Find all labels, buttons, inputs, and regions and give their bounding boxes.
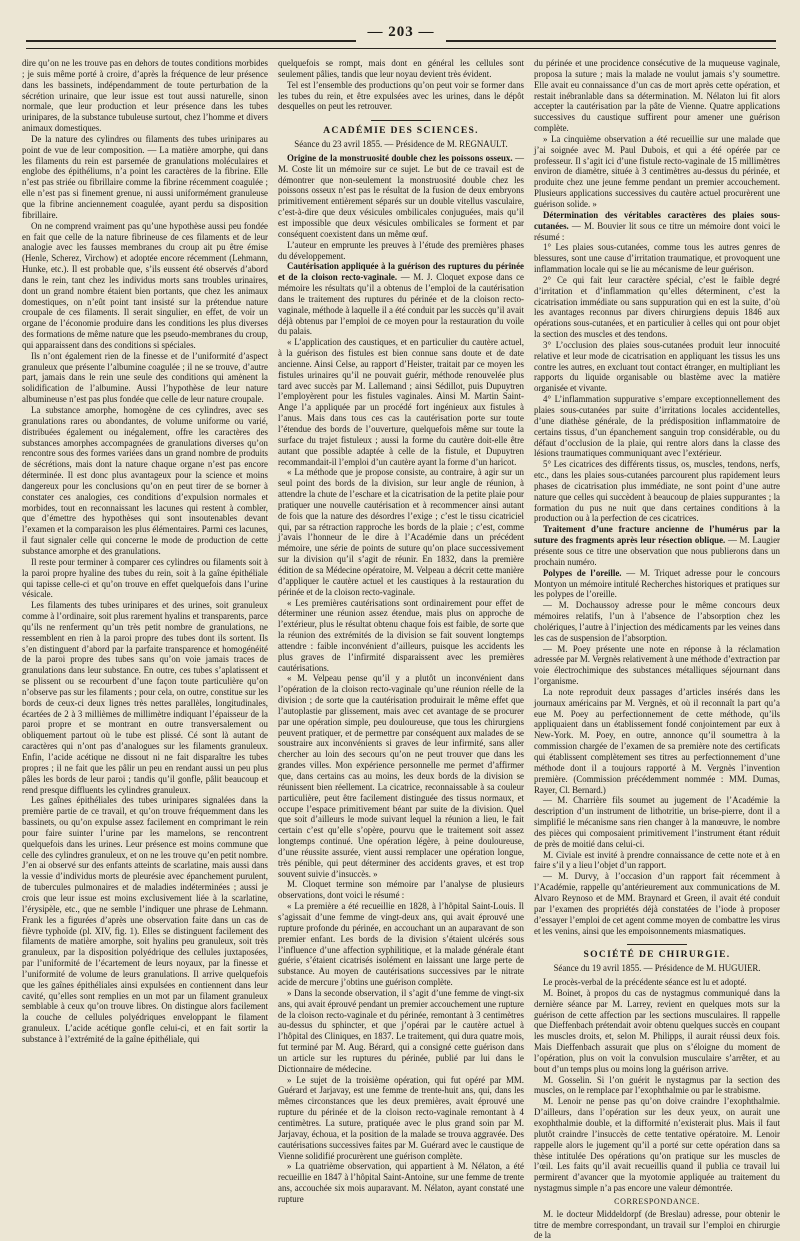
paragraph-text: M. Civiale est invité à prendre connaissance de cette note et à en faire s’il y a lieu l’objet d’un rapport.	[534, 849, 780, 871]
paragraph-text: M. Boinet, à propos du cas de nystagmus communiqué dans la dernière séance par M. Larrey, revient en quelques mots sur la guérison de cette affection par les sections musculaires. Il rappelle que Dieffenbach prétendait avoir obtenu quelques succès en coupant les muscles droits, et, selon M. Philipps, il aurait réussi deux fois. Mais Dieffenbach assurait que plus on s’éloigne du moment de l’opération, plus on voit la convulsion musculaire s’arrêter, et au bout d’un temps plus ou moins long la guérison arrive.	[534, 987, 780, 1074]
article-paragraph	[534, 871, 780, 936]
paragraph-text: Il reste pour terminer à comparer ces cylindres ou filaments soit à la paroi propre hyaline des tubes du rein, soit à la gaîne épithéliale qui tapisse celle-ci et qu’on trouve en effet quelquefois dans l’urine vésicale.	[22, 556, 268, 600]
paragraph-text: » Dans la seconde observation, il s’agit d’une femme de vingt-six ans, qui avait éprouvé pendant un premier accouchement une rupture de la cloison recto-vaginale et du périnée, remontant à 3 centimètres au-dessus du sphincter, et que j’opérai par le cautère actuel à l’hôpital des Cliniques, en 1837. Le traitement, qui dura quatre mois, fut terminé par M. Aug. Bérard, qui a consigné cette guérison dans un article sur les ruptures du périnée, publié par lui dans le Dictionnaire de médecine.	[278, 987, 524, 1074]
paragraph-text: Les gaînes épithéliales des tubes urinipares signalées dans la première partie de ce travail, et qu’on trouve fréquemment dans les bassinets, ou qu’on expulse assez facilement en comprimant le rein pour faire suinter l’urine par les mamelons, se rencontrent quelquefois dans les urines. Leur présence est moins commune que celle des cylindres granuleux, et on ne les trouve qu’en petit nombre. J’en ai observé sur des enfants atteints de scarlatine, mais aussi dans la vessie d’individus morts de pleurésie avec épanchement purulent, de tubercules pulmonaires et de maladies indéterminées ; aussi je crois que leur issue est moins exclusivement liée à la scarlatine, l’érysipèle, etc., que ne semble l’indiquer une phrase de Lehmann. Frank les a figurées d’après une observation faite dans un cas de fièvre typhoïde (pl. XIV, fig. 1). Elles se distinguent facilement des filaments de matière amorphe, soit hyalins peu granuleux, soit très granuleux, par la disposition polyédrique des cellules juxtaposées, par l’uniformité de l’écartement de leurs noyaux, par la finesse et l’uniformité de volume de leurs granulations. Il arrive quelquefois que les gaînes épithéliales ainsi expulsées en contiennent dans leur cavité, qu’elles sont remplies en un mot par un filament granuleux semblable à ceux qu’on trouve libres. On distingue alors facilement la couche de cellules polyédriques enveloppant le filament granuleux. L’acide acétique gonfle celui-ci, et en fait sortir la substance à l’extrémité de la gaîne épithéliale, qui	[22, 795, 268, 1044]
column-left	[22, 58, 268, 1150]
article-paragraph	[534, 1075, 780, 1097]
section-title-academy: ACADÉMIE DES SCIENCES.	[323, 125, 479, 137]
paragraph-text: Ils n’ont également rien de la finesse et de l’uniformité d’aspect granuleux que présente l’albumine coagulée ; il ne se trouve, d’autre part, jamais dans le rein une seule des conditions qui amènent la solidification de l’albumine. Aussi l’hypothèse de leur nature albumineuse n’est pas plus fondée que celle de leur nature croupale.	[22, 350, 268, 405]
article-paragraph	[278, 261, 524, 337]
section-divider	[371, 120, 431, 121]
article-paragraph	[22, 600, 268, 795]
article-paragraph	[22, 351, 268, 405]
paragraph-text: — M. Laugier présente sous ce titre une observation que nous publierons dans un prochain numéro.	[534, 535, 780, 567]
paragraph-text: M. Lenoir ne pense pas qu’on doive craindre l’exophthalmie. D’ailleurs, dans l’opération sur les deux yeux, on aurait une exophthalmie double, et la difformité n’existerait plus. Mais il faut plutôt craindre l’insuccès de cette tentative opératoire. M. Lenoir rappelle alors le jugement qu’il a porté sur cette opération dans sa thèse intitulée Des opérations qu’on pratique sur les muscles de l’œil. Les faits qu’il avait recueillis quand il publia ce travail lui permirent d’avancer que la myotomie appliquée au traitement du nystagmus simple n’a pas encore une valeur démontrée.	[534, 1096, 780, 1194]
paragraph-text: « M. Velpeau pense qu’il y a plutôt un inconvénient dans l’opération de la cloison recto-vaginale qu’une réunion réelle de la division ; de sorte que la cautérisation produirait le même effet que l’autoplastie par glissement, mais avec cet avantage de se procurer par une opération simple, peu douloureuse, que tous les chirurgiens peuvent pratiquer, et de permettre par conséquent aux malades de se soustraire aux inconvénients si graves de leur infirmité, sans aller chercher au loin des secours qu’on ne peut trouver que dans les grandes villes. Mon expérience personnelle me permet d’affirmer que, dans certains cas au moins, les deux bords de la division se réunissent bien réellement. La cicatrice, reconnaissable à sa couleur particulière, peut être facilement distinguée des tissus normaux, et occupe l’espace primitivement béant par suite de la division. Quel que soit d’ailleurs le mode suivant lequel la réunion a lieu, le fait certain c’est qu’elle s’opère, pourvu que le traitement soit assez longtemps continué. Une opération légère, à peine douloureuse, d’une réussite assurée, vient aussi remplacer une opération longue, très pénible, qui peut déterminer des accidents graves, et est trop souvent suivie d’insuccès. »	[278, 673, 524, 879]
paragraph-text: De la nature des cylindres ou filaments des tubes urinipares au point de vue de leur composition. — La matière amorphe, qui dans les filaments du rein est parsemée de granulations moléculaires et englobe des épithéliums, n’a point les caractères de la fibrine. Elle n’est pas striée ou fibrillaire comme la fibrine récemment coagulée ; elle n’est pas si finement grenue, ni aussi uniformément granuleuse que la fibrine anciennement coagulée, ayant perdu sa disposition fibrillaire.	[22, 133, 268, 220]
article-paragraph	[534, 242, 780, 275]
session-line: Séance du 23 avril 1855. — Présidence de M. REGNAULT.	[294, 139, 508, 150]
paragraph-text: 4° L’inflammation suppurative s’empare exceptionnellement des plaies sous-cutanées par suite d’irritations locales accidentelles, d’une diathèse générale, de la prédisposition inflammatoire de certains tissus, d’un épanchement sanguin trop considérable, ou du défaut d’occlusion de la plaie, qui rentre alors dans la classe des lésions traumatiques communiquant avec l’extérieur.	[534, 394, 780, 459]
paragraph-text: — M. Durvy, à l’occasion d’un rapport fait récemment à l’Académie, rappelle qu’antérieurement aux communications de M. Alvaro Reynoso et de MM. Braynard et Green, il avait été conduit par l’examen des propriétés déjà constatées de l’iode à proposer d’essayer l’emploi de cet agent comme moyen de combattre les virus et les venins, ainsi que les empoisonnements miasmatiques.	[534, 871, 780, 936]
paragraph-text: Le procès-verbal de la précédente séance est lu et adopté.	[543, 977, 747, 988]
article-paragraph	[278, 467, 524, 597]
article-paragraph	[534, 850, 780, 872]
article-paragraph	[22, 134, 268, 221]
paragraph-text: quelquefois se rompt, mais dont en général les cellules sont seulement pâlies, tandis que leur noyau devient très évident.	[278, 58, 524, 79]
article-paragraph	[278, 988, 524, 1075]
paragraph-text: du périnée et une procidence consécutive de la muqueuse vaginale, proposa la suture ; mais la malade ne voulut jamais s’y soumettre. Elle avait eu connaissance d’un cas de mort après cette opération, et restait inébranlable dans sa détermination. M. Nélaton lui fit alors accepter la cautérisation par la pâte de Vienne. Quatre applications successives du caustique suffirent pour amener une guérison complète.	[534, 58, 780, 134]
paragraph-text: 1° Les plaies sous-cutanées, comme tous les autres genres de blessures, sont une cause d’irritation traumatique, et provoquent une inflammation locale qui se lie au mécanisme de leur guérison.	[534, 242, 780, 275]
paragraph-text: dire qu’on ne les trouve pas en dehors de toutes conditions morbides ; je suis même porté à croire, d’après la fréquence de leur présence dans les bassinets, indépendamment de toute perturbation de la sécrétion urinaire, que leur issue est tout aussi naturelle, sinon normale, que leur production et leur présence dans les tubes urinipares, de la substance tubuleuse surtout, chez l’homme et divers animaux domestiques.	[22, 58, 268, 134]
article-paragraph	[534, 795, 780, 849]
article-paragraph	[534, 644, 780, 687]
paragraph-text: » La quatrième observation, qui appartient à M. Nélaton, a été recueillie en 1847 à l’hôpital Saint-Antoine, sur une femme de trente ans, accouchée six mois auparavant. M. Nélaton, ayant constaté une rupture	[278, 1161, 524, 1204]
paragraph-text: 3° L’occlusion des plaies sous-cutanées produit leur innocuité relative et leur mode de cicatrisation en appliquant les tissus les uns contre les autres, en excluant tout contact étranger, en multipliant les rapports du liquide organisable ou blastème avec la matière organisée et vivante.	[534, 339, 780, 394]
article-paragraph	[278, 598, 524, 674]
column-middle	[278, 58, 525, 1204]
paragraph-text: Tel est l’ensemble des productions qu’on peut voir se former dans les tubes du rein, et être expulsées avec les urines, dans le dépôt desquelles on peut les retrouver.	[278, 79, 524, 112]
article-paragraph	[534, 988, 780, 1075]
article-paragraph	[534, 977, 780, 988]
article-paragraph	[534, 210, 780, 243]
paragraph-heading: Détermination des véritables caractères des plaies sous-cutanées.	[534, 209, 780, 231]
article-paragraph	[534, 134, 780, 210]
paragraph-text: « L’application des caustiques, et en particulier du cautère actuel, à la guérison des fistules est bien connue sans doute et de date ancienne. Ainsi Celse, au rapport d’Heister, traitait par ce moyen les fistules urinaires qu’il ne pouvait guérir, méthode renouvelée plus tard avec succès par M. Lallemand ; ainsi Sédillot, puis Dupuytren l’employèrent pour les fistules vaginales. Ainsi M. Martin Saint-Ange l’a appliquée par un procédé fort ingénieux aux fistules à l’anus. Mais dans tous ces cas la cautérisation porte sur toute l’étendue des bords de l’ouverture, quelquefois même sur toute la surface du trajet fistuleux ; aussi la forme du cautère doit-elle être autant que possible adaptée à celle de la fistule, et Dupuytren recommandait-il l’emploi d’un cautère ayant la forme d’un haricot.	[278, 337, 524, 467]
article-paragraph	[278, 153, 524, 240]
article-paragraph	[278, 337, 524, 467]
paragraph-text: « La première a été recueillie en 1828, à l’hôpital Saint-Louis. Il s’agissait d’une femme de vingt-deux ans, qui avait éprouvé une rupture profonde du périnée, en accouchant un an auparavant de son premier enfant. Les bords de la division s’étaient ulcérés sous l’influence d’une affection syphilitique, et la malade générale étant guérie, s’étaient cicatrisés isolément en laissant une large perte de substance. Au moyen de cautérisations successives par le nitrate acide de mercure j’obtins une guérison complète.	[278, 901, 524, 988]
article-paragraph	[534, 394, 780, 459]
article-paragraph	[278, 240, 524, 262]
paragraph-text: — M. Bouvier lit sous ce titre un mémoire dont voici le résumé :	[534, 220, 780, 242]
article-paragraph	[534, 459, 780, 524]
article-paragraph	[534, 600, 780, 643]
article-paragraph	[22, 557, 268, 600]
paragraph-text: 5° Les cicatrices des différents tissus, os, muscles, tendons, nerfs, etc., dans les plaies sous-cutanées parcourent plus rapidement leurs phases de cicatrisation plus immédiate, ne sont point d’une autre nature que celles qui succèdent à beaucoup de plaies suppurantes ; la formation du pus ne nuit que dans certaines conditions à la production ou à la perfection de ces cicatrices.	[534, 459, 780, 524]
article-paragraph	[22, 405, 268, 557]
paragraph-text: — M. Triquet adresse pour le concours Montyon un mémoire intitulé Recherches historiques et pratiques sur les polypes de l’oreille.	[534, 567, 780, 600]
page-header	[26, 24, 776, 52]
section-title-correspondence: CORRESPONDANCE.	[614, 1196, 700, 1206]
article-paragraph	[278, 1161, 524, 1204]
paragraph-heading: Origine de la monstruosité double chez les poissons osseux.	[287, 152, 513, 163]
paragraph-heading: Traitement d’une fracture ancienne de l’humérus par la suture des fragments après leur résection oblique.	[534, 524, 780, 546]
paragraph-heading: Polypes de l’oreille.	[543, 567, 622, 578]
paragraph-text: 2° Ce qui fait leur caractère spécial, c’est le faible degré d’irritation et d’inflammation qu’elles déterminent, c’est la cicatrisation immédiate ou sans suppuration qui en est la suite, d’où les avantages reconnus par divers chirurgiens depuis 1846 aux opérations sous-cutanées, et en particulier à celles qui ont pour objet la section des muscles et des tendons.	[534, 274, 780, 340]
article-paragraph	[278, 1075, 524, 1162]
section-title-surgery: SOCIÉTÉ DE CHIRURGIE.	[583, 949, 731, 961]
article-paragraph	[278, 58, 524, 80]
paragraph-text: — M. Dochaussoy adresse pour le même concours deux mémoires relatifs, l’un à l’absence de l’absorption chez les cholériques, l’autre à l’injection des médicaments par les veines dans les cas de suspension de l’absorption.	[534, 600, 780, 643]
paragraph-text: Les filaments des tubes urinipares et des urines, soit granuleux comme à l’ordinaire, soit plus rarement hyalins et transparents, parce qu’ils ne renferment qu’un très petit nombre de granulations, ne ressemblent en rien à la paroi propre des tubes dont ils sortent. Ils s’en distinguent d’abord par la parfaite transparence et homogénéité de la paroi propre des tubes sans qu’on voie jamais traces de granulations dans leur substance. En outre, ces tubes s’aplatissent et se plissent ou se recourbent d’une façon toute particulière qu’on n’observe pas sur les filaments ; pour cela, on outre, constitue sur les bords de ceux-ci deux lignes très nettes parallèles, longitudinales, écartées de 2 à 3 millièmes de millimètre indiquant l’épaisseur de la paroi propre et se montrant en outre transversalement ou obliquement partout où le tube est plissé. Cé sont là autant de caractères qui n’ont pas d’analogues sur les filaments granuleux. Enfin, l’acide acétique ne dissout ni ne fait disparaître les tubes propres ; il ne fait que les pâlir un peu en rendant aussi un peu plus pâles les bords de leur paroi ; tandis qu’il gonfle, pâlit beaucoup et rend presque diffluents les cylindres granuleux.	[22, 600, 268, 795]
section-divider	[627, 944, 687, 945]
paragraph-text: La note reproduit deux passages d’articles insérés dans les journaux américains par M. Vergnès, et où il reconnaît la part qu’a eue M. Poey au perfectionnement de cette méthode, qu’ils appliquaient dans un établissement fondé conjointement par eux à New-York. M. Poey, en outre, annonce qu’il soumettra à la commission chargée de l’examen de sa première note des certificats qui établissent complètement ses titres au perfectionnement d’une méthode dont il a toujours rapporté à M. Vergnès l’invention première. (Commission précédemment nommée : MM. Dumas, Rayer, Cl. Bernard.)	[534, 686, 780, 795]
paragraph-text: M. Cloquet termine son mémoire par l’analyse de plusieurs observations, dont voici le résumé :	[278, 879, 524, 901]
paragraph-text: M. le docteur Middeldorpf (de Breslau) adresse, pour obtenir le titre de membre correspondant, un travail sur l’emploi en chirurgie de la	[534, 1208, 780, 1241]
session-line: Séance du 19 avril 1855. — Présidence de M. HUGUIER.	[553, 963, 761, 974]
paragraph-text: « La méthode que je propose consiste, au contraire, à agir sur un seul point des bords de la division, sur leur angle de réunion, à attendre la chute de l’eschare et la cicatrisation de la petite plaie pour pratiquer une nouvelle cautérisation et à recommencer ainsi autant de fois que la nature des désordres l’exige ; c’est le tissu cicatriciel qui, par sa rétraction rapproche les bords de la plaie ; c’est, comme j’avais l’honneur de le dire à l’Académie dans un précédent mémoire, une série de points de suture qu’on place successivement sur la division qu’il s’agit de réunir. En 1832, dans la première édition de sa Médecine opératoire, M. Velpeau a décrit cette manière d’appliquer le cautère actuel et les caustiques à la restauration du périnée et de la cloison recto-vaginale.	[278, 467, 524, 597]
article-paragraph	[22, 221, 268, 351]
paragraph-text: — M. Poey présente une note en réponse à la réclamation adressée par M. Vergnès relativement à une méthode d’extraction par voie électrochimique des substances métalliques séjournant dans l’organisme.	[534, 643, 780, 687]
paragraph-text: » Le sujet de la troisième opération, qui fut opéré par MM. Guérard et Jarjavay, est une femme de trente-huit ans, qui, dans les mêmes circonstances que les deux premières, avait éprouvé une rupture du périnée et de la cloison recto-vaginale remontant à 4 centimètres. La suture, pratiquée avec le plus grand soin par M. Jarjavay, échoua, et la position de la malade se trouva aggravée. Des cautérisations successives faites par M. Guérard avec le caustique de Vienne solidifié procurèrent une guérison complète.	[278, 1074, 524, 1161]
article-paragraph	[534, 1096, 780, 1194]
article-paragraph	[534, 1209, 780, 1241]
paragraph-text: — M. J. Cloquet expose dans ce mémoire les résultats qu’il a obtenus de l’emploi de la cautérisation dans le traitement des ruptures du périnée et de la cloison recto-vaginale, méthode à laquelle il a été conduit par les succès qu’il avait déjà obtenus par l’emploi de ce moyen pour la restauration du voile du palais.	[278, 272, 524, 337]
article-paragraph	[534, 58, 780, 134]
paragraph-text: L’auteur en emprunte les preuves à l’étude des premières phases du développement.	[278, 239, 524, 261]
article-paragraph	[534, 687, 780, 795]
paragraph-text: « Les premières cautérisations sont ordinairement pour effet de déterminer une réunion assez étendue, mais plus on approche de l’extérieur, plus le résultat obtenu chaque fois est faible, de sorte que la réunion des extrémités de la division se fait souvent longtemps attendre : faible inconvénient d’ailleurs, puisque les accidents les plus graves de l’infirmité disparaissent avec les premières cautérisations.	[278, 597, 524, 673]
article-paragraph	[278, 879, 524, 901]
article-paragraph	[534, 524, 780, 567]
column-right	[534, 58, 780, 1241]
article-paragraph	[22, 58, 268, 134]
paragraph-heading: Cautérisation appliquée à la guérison des ruptures du périnée et de la cloison recto-vaginale.	[278, 261, 524, 283]
paragraph-text: — M. Charrière fils soumet au jugement de l’Académie la description d’un instrument de lithotritie, un brise-pierre, dont il a simplifié le mécanisme sans rien changer à la manœuvre, le nombre des pièces qui composaient primitivement l’instrument étant réduit de près de moitié dans celui-ci.	[534, 795, 780, 849]
article-paragraph	[534, 275, 780, 340]
paragraph-text: » La cinquième observation a été recueillie sur une malade que j’ai soignée avec M. Paul Dubois, et qui a été opérée par ce professeur. Il s’agit ici d’une fistule recto-vaginale de 15 millimètres environ de diamètre, située à 3 centimètres au-dessus du périnée, et produite chez une jeune femme pendant un premier accouchement. Plusieurs applications successives du cautère actuel procurèrent une guérison solide. »	[534, 133, 780, 209]
article-paragraph	[22, 795, 268, 1044]
paragraph-text: La substance amorphe, homogène de ces cylindres, avec ses granulations rares ou abondantes, de volume uniforme ou varié, distribuées également ou inégalement, offre les caractères des substances amorphes accompagnées de granulations diverses qu’on rencontre sous des formes variées dans un grand nombre de produits de sécrétions, mais dont la nature chaque organe n’est pas encore déterminée. Il est donc plus avantageux pour la science et moins dangereux pour les conclusions qu’on en peut tirer de se borner à constater ces analogies, ces conditions d’expulsion normales et morbides, tout en reconnaissant les lacunes qui restent à combler, que d’émettre des hypothèses qui sont insoutenables devant l’examen et la comparaison les plus élémentaires. Parmi ces lacunes, il faut signaler celle qui concerne le mode de production de cette substance amorphe et des granulations.	[22, 405, 268, 556]
header-rule-right	[446, 40, 776, 42]
article-paragraph	[278, 673, 524, 879]
page-number: — 203 —	[367, 24, 435, 40]
article-paragraph	[534, 568, 780, 601]
article-paragraph	[534, 340, 780, 394]
paragraph-text: On ne comprend vraiment pas qu’une hypothèse aussi peu fondée en fait que celle de la nature fibrineuse de ces filaments et de leur analogie avec les fausses membranes du croup ait pu être émise (Henle, Scherez, Virchow) et adoptée encore récemment (Lehmann, Hunke, etc.). Il est probable que, s’ils eussent été observés d’abord dans le rein, tant chez les individus morts sans troubles urinaires, dont un grand nombre étaient bien portants, que chez les animaux domestiques, on n’eût point tant insisté sur la prétendue nature croupale de ces filaments. Il serait singulier, en effet, de voir un organe de l’économie produire dans les conditions les plus diverses des formations de même nature que les pseudo-membranes du croup, qui apparaissent dans des conditions si spéciales.	[22, 220, 268, 350]
paragraph-text: M. Gosselin. Si l’on guérit le nystagmus par la section des muscles, on le remplace par l’exophthalmie ou par le strabisme.	[534, 1074, 780, 1096]
header-rule-thin	[26, 48, 776, 49]
paragraph-text: — M. Coste lit un mémoire sur ce sujet. Le but de ce travail est de démontrer que non-seulement la monstruosité double chez les poissons osseux n’est pas le résultat de la fusion de deux embryons primitivement entièrement séparés sur un double vitellus vasculaire, c’est-à-dire que deux vésicules ombilicales conjuguées, mais qu’il est impossible que deux vésicules ombilicales se forment et par conséquent coexistent dans un même œuf.	[278, 152, 525, 239]
article-paragraph	[278, 901, 524, 988]
article-paragraph	[278, 80, 524, 113]
